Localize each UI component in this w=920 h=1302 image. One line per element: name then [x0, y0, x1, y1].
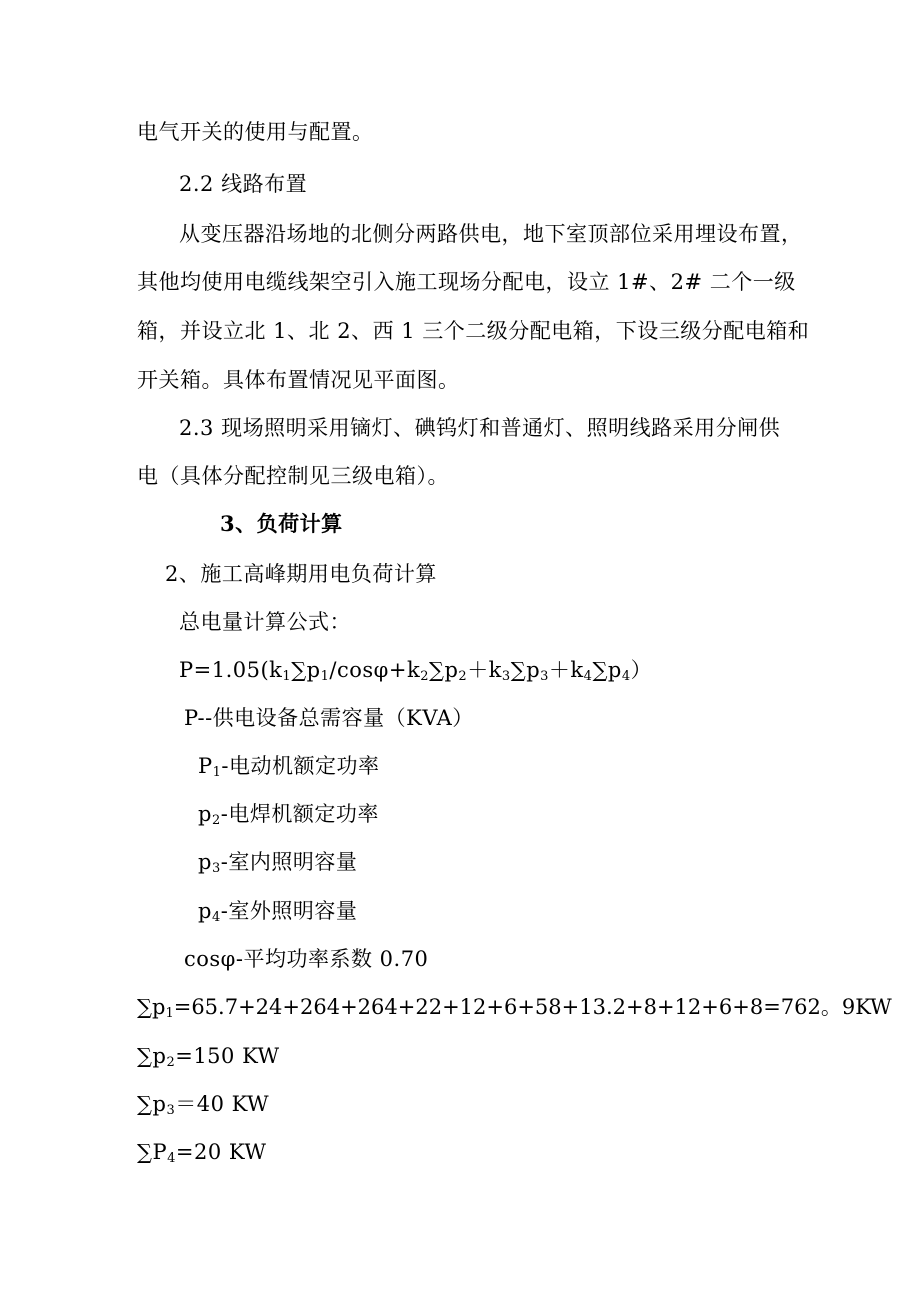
paragraph-line: 电气开关的使用与配置。	[137, 120, 374, 144]
section-heading-2-2: 2.2 线路布置	[179, 172, 308, 196]
sum-p1: $\sum p_1=65.7+24+264+264+22+12+6+58+13.2+8+12+6+8=762$。9KW	[137, 995, 892, 1021]
subheading: 2、施工高峰期用电负荷计算	[165, 562, 437, 586]
paragraph-line: 箱，并设立北 1、北 2、西 1 三个二级分配电箱，下设三级分配电箱和	[137, 319, 810, 343]
section-heading-3: 3、负荷计算	[220, 511, 343, 536]
definition-p1: $P_1-$电动机额定功率	[198, 754, 380, 780]
formula-intro: 总电量计算公式：	[179, 610, 351, 634]
definition-p2: $p_2-$电焊机额定功率	[198, 802, 379, 828]
formula: $P=1.05(k_1\sum p_1/\cos\varphi+k_2\sum p_2+k_3\sum p_3+k_4\sum p_4)$	[179, 658, 653, 684]
paragraph-line: 电（具体分配控制见三级电箱）。	[137, 464, 449, 488]
definition-p3: $p_3-$室内照明容量	[198, 850, 358, 876]
paragraph-line: 2.3 现场照明采用镝灯、碘钨灯和普通灯、照明线路采用分闸供	[179, 416, 781, 440]
sum-p4: $\sum P_4=20$ KW	[137, 1140, 267, 1166]
paragraph-line: 其他均使用电缆线架空引入施工现场分配电，设立 1#、2# 二个一级	[137, 270, 796, 294]
paragraph-line: 开关箱。具体布置情况见平面图。	[137, 368, 460, 392]
definition-p4: $p_4-$室外照明容量	[198, 899, 358, 925]
sum-p3: $\sum p_3=40$ KW	[137, 1092, 270, 1118]
definition-cos: cosφ-平均功率系数 0.70	[184, 947, 429, 971]
paragraph-line: 从变压器沿场地的北侧分两路供电，地下室顶部位采用埋设布置，	[179, 222, 803, 246]
sum-p2: $\sum p_2=150$ KW	[137, 1044, 280, 1070]
definition-P: P--供电设备总需容量（KVA）	[184, 706, 474, 730]
